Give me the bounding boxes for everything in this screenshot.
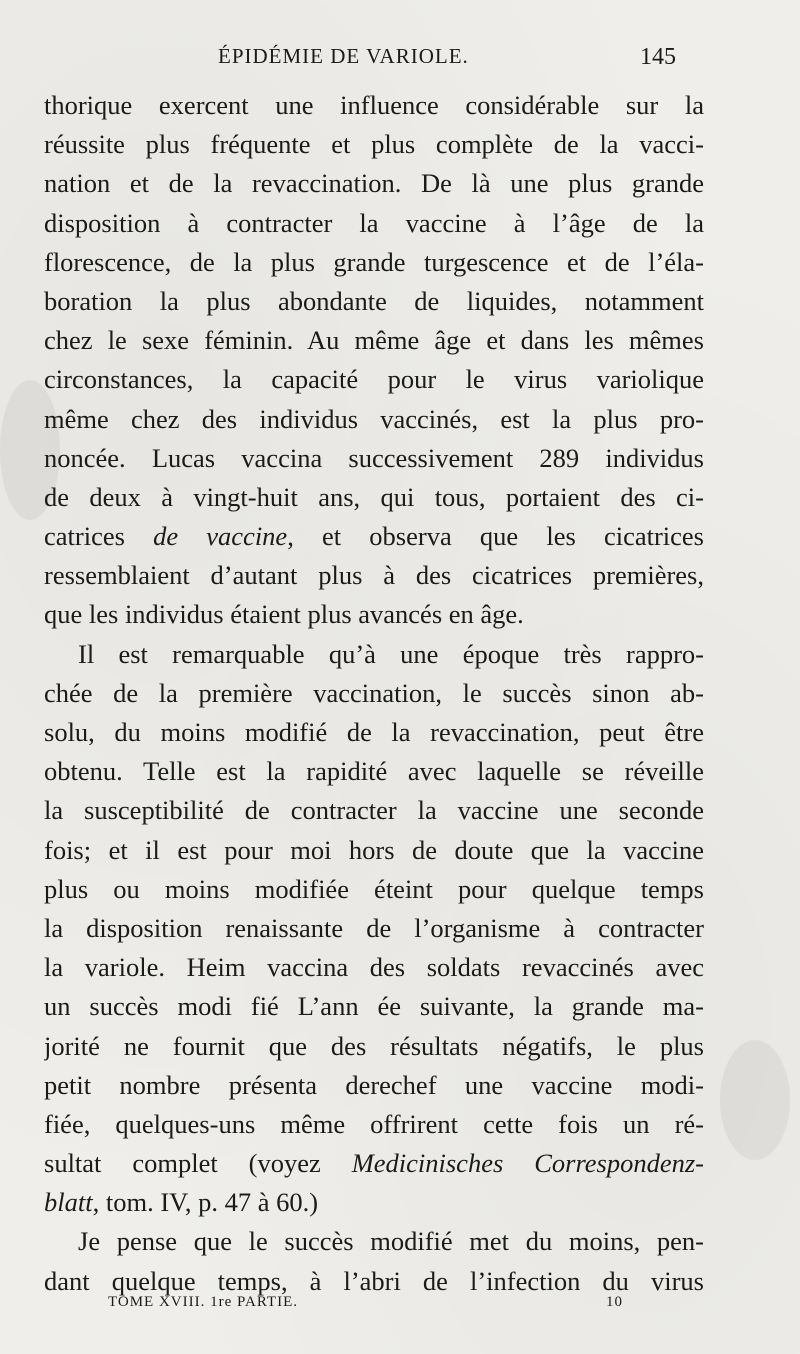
text-line: petit nombre présenta derechef une vaccine modi- (44, 1069, 704, 1100)
text-line: circonstances, la capacité pour le virus variolique (44, 364, 704, 395)
text-line: disposition à contracter la vaccine à l’âge de la (44, 207, 704, 238)
text-line: thorique exercent une influence considérable sur la (44, 90, 704, 120)
sheet-number: 10 (606, 1294, 623, 1310)
text-line: nation et de la revaccination. De là une plus grande (44, 168, 704, 199)
paper-stain (720, 1040, 790, 1160)
text-line: catrices de vaccine, et observa que les cicatrices (44, 521, 704, 552)
text-line: sultat complet (voyez Medicinisches Correspondenz- (44, 1148, 704, 1179)
text-line: florescence, de la plus grande turgescence et de l’éla- (44, 246, 704, 277)
page-footer (0, 1294, 800, 1318)
text-line: un succès modi fié L’ann ée suivante, la grande ma- (44, 991, 704, 1022)
text-line: Il est remarquable qu’à une époque très rappro- (78, 638, 704, 669)
running-head-title: ÉPIDÉMIE DE VARIOLE. (218, 44, 469, 68)
text-line: la susceptibilité de contracter la vaccine une seconde (44, 795, 704, 826)
text-line: blatt, tom. IV, p. 47 à 60.) (44, 1187, 319, 1218)
text-line: chez le sexe féminin. Au même âge et dans les mêmes (44, 325, 704, 356)
text-line: jorité ne fournit que des résultats négatifs, le plus (44, 1030, 704, 1061)
text-line: fois; et il est pour moi hors de doute que la vaccine (44, 834, 704, 865)
text-line: ressemblaient d’autant plus à des cicatrices premières, (44, 560, 704, 591)
text-line: chée de la première vaccination, le succès sinon ab- (44, 677, 704, 708)
text-line: réussite plus fréquente et plus complète de la vacci- (44, 129, 704, 160)
text-line: Je pense que le succès modifié met du moins, pen- (78, 1226, 704, 1257)
text-line: même chez des individus vaccinés, est la plus pro- (44, 403, 704, 434)
text-line: la disposition renaissante de l’organisme à contracter (44, 912, 704, 943)
volume-signature: TOME XVIII. 1re PARTIE. (108, 1294, 298, 1310)
text-line: obtenu. Telle est la rapidité avec laquelle se réveille (44, 756, 704, 787)
text-line: noncée. Lucas vaccina successivement 289 individus (44, 442, 704, 473)
text-line: solu, du moins modifié de la revaccination, peut être (44, 717, 704, 747)
body-text (44, 86, 704, 1301)
text-line: de deux à vingt-huit ans, qui tous, portaient des ci- (44, 481, 704, 512)
text-line: plus ou moins modifiée éteint pour quelque temps (44, 873, 704, 904)
text-line: que les individus étaient plus avancés en âge. (44, 599, 524, 630)
text-line: fiée, quelques-uns même offrirent cette fois un ré- (44, 1108, 704, 1139)
page-number: 145 (640, 44, 676, 70)
text-line: la variole. Heim vaccina des soldats revaccinés avec (44, 952, 704, 983)
running-head (0, 44, 800, 78)
text-line: dant quelque temps, à l’abri de l’infection du virus (44, 1265, 704, 1296)
text-line: boration la plus abondante de liquides, notamment (44, 285, 704, 316)
